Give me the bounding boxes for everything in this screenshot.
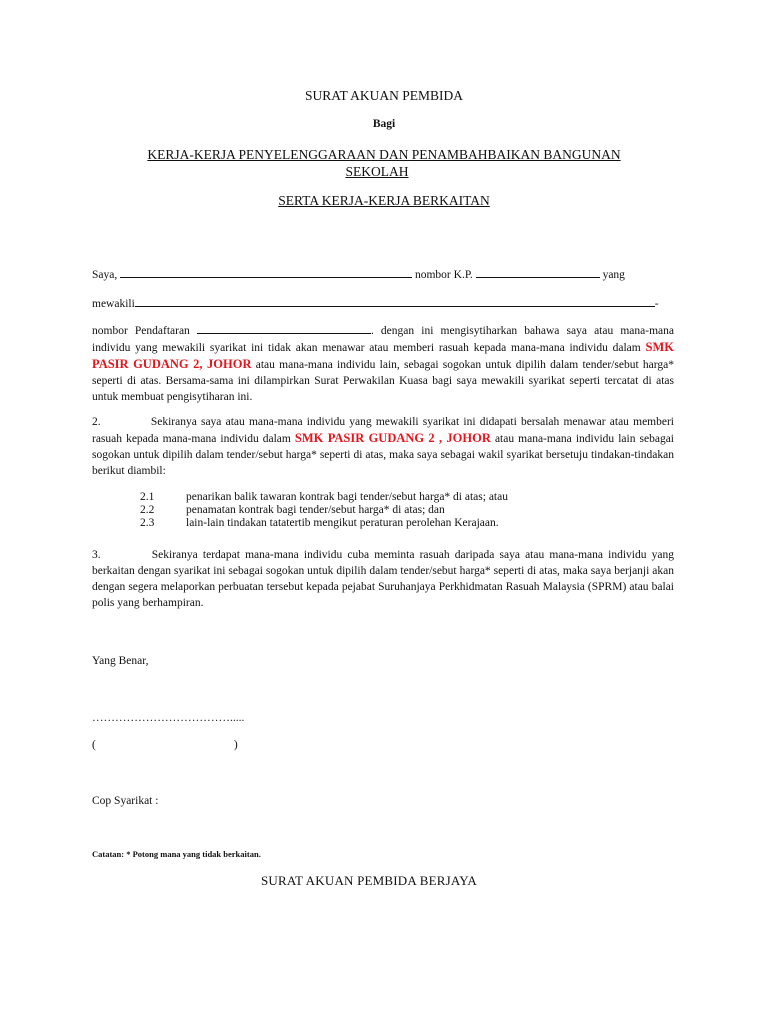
document-title: SURAT AKUAN PEMBIDA <box>304 88 464 103</box>
list-item: 2.3 lain-lain tindakan tatatertib mengikut peraturan perolehan Kerajaan. <box>140 517 499 529</box>
name-parentheses <box>92 739 238 751</box>
paren-close: ) <box>233 739 238 751</box>
paragraph-1 <box>92 322 674 405</box>
list-item: 2.1 penarikan balik tawaran kontrak bagi tender/sebut harga* di atas; atau <box>140 491 508 503</box>
para2-a: Sekiranya saya atau mana-mana individu yang mewakili syarikat ini didapati bersalah menawar atau memberi rasuah kepada mana-mana individu dalam <box>92 416 674 445</box>
mewakili-end: - <box>654 298 659 310</box>
kp-field[interactable] <box>476 266 600 278</box>
para1-b: atau mana-mana individu lain, sebagai sogokan untuk dipilih dalam tender/sebut harga* seperti di atas. Bersama-sama ini dilampirkan Surat Perwakilan Kuasa bagi saya mewakili syarikat seperti tercatat di atas untuk membuat pengisytiharan ini. <box>92 359 674 403</box>
project-title <box>0 146 768 180</box>
registration-field[interactable] <box>197 322 371 334</box>
para3-text: Sekiranya terdapat mana-mana individu cuba meminta rasuah daripada saya atau mana-mana individu yang berkaitan dengan syarikat ini sebagai sogokan untuk dipilih dalam tender/sebut harga* seperti di atas, maka saya berjanji akan dengan segera melaporkan perbuatan tersebut kepada pejabat Suruhanjaya Perkhidmatan Rasuah Malaysia (SPRM) atau balai polis yang berhampiran. <box>92 549 675 609</box>
paragraph-3 <box>92 547 674 611</box>
nombor-kp-label: nombor K.P. <box>414 269 473 281</box>
company-field[interactable] <box>135 295 655 307</box>
paragraph-2 <box>92 414 674 479</box>
footer-title: SURAT AKUAN PEMBIDA BERJAYA <box>261 873 477 888</box>
list-item: 2.2 penamatan kontrak bagi tender/sebut harga* di atas; dan <box>140 504 445 516</box>
school-name-2: SMK PASIR GUDANG 2 , JOHOR <box>294 431 491 445</box>
mewakili-line <box>92 295 674 310</box>
para3-number: 3. <box>92 549 101 561</box>
project-title-line1: KERJA-KERJA PENYELENGGARAAN DAN PENAMBAHBAIKAN BANGUNAN <box>147 147 621 162</box>
action-list <box>140 491 508 530</box>
cop-syarikat: Cop Syarikat : <box>92 795 159 807</box>
catatan-note: Catatan: * Potong mana yang tidak berkaitan. <box>92 849 261 859</box>
bagi-label: Bagi <box>372 118 396 130</box>
signature-line[interactable]: ………………………………..... <box>92 712 245 724</box>
school-name: SMK PASIR GUDANG 2, JOHOR <box>92 340 675 371</box>
para1-a: . dengan ini mengisytiharkan bahawa saya atau mana-mana individu yang mewakili syarikat ini tidak akan menawar atau memberi rasuah kepada mana-mana individu dalam <box>92 325 674 354</box>
yang-label: yang <box>602 269 625 281</box>
para2-number: 2. <box>92 416 101 428</box>
project-subtitle: SERTA KERJA-KERJA BERKAITAN <box>278 193 490 208</box>
para2-b: atau mana-mana individu lain sebagai sogokan untuk dipilih dalam tender/sebut harga* seperti di atas, maka saya sebagai wakil syarikat bersetuju tindakan-tindakan berikut diambil: <box>92 433 675 477</box>
name-field[interactable] <box>120 266 412 278</box>
paren-open: ( <box>92 739 96 751</box>
yang-benar: Yang Benar, <box>92 655 149 667</box>
mewakili-label: mewakili <box>92 298 135 310</box>
para1-start: nombor Pendaftaran <box>92 325 190 337</box>
project-title-line2: SEKOLAH <box>345 164 409 179</box>
saya-label: Saya, <box>92 269 118 281</box>
saya-line <box>92 266 674 281</box>
